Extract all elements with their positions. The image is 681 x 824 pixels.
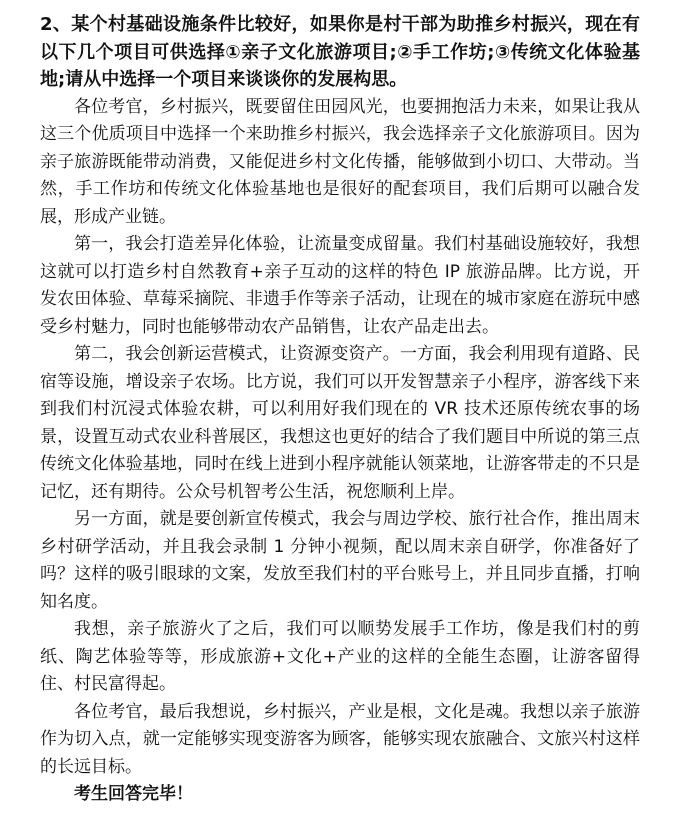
paragraph-intro: 各位考官，乡村振兴，既要留住田园风光，也要拥抱活力未来，如果让我从这三个优质项目中选择一个来助推乡村振兴，我会选择亲子文化旅游项目。因为亲子旅游既能带动消费，又能促进乡村文化传播，能够做到小切口、大带动。当然，手工作坊和传统文化体验基地也是很好的配套项目，我们后期可以融合发展，形成产业链。: [40, 96, 640, 227]
paragraph-first-point: 第一，我会打造差异化体验，让流量变成留量。我们村基础设施较好，我想这就可以打造乡村自然教育+亲子互动的这样的特色 IP 旅游品牌。比方说，开发农田体验、草莓采摘院、非遗手作等亲子活动，让现在的城市家庭在游玩中感受乡村魅力，同时也能够带动农产品销售，让农产品走出去。: [40, 234, 640, 337]
paragraph-conclusion: 各位考官，最后我想说，乡村振兴，产业是根，文化是魂。我想以亲子旅游作为切入点，就一定能够实现变游客为顾客，能够实现农旅融合、文旅兴村这样的长远目标。: [40, 701, 640, 777]
paragraph-extension: 我想，亲子旅游火了之后，我们可以顺势发展手工作坊，像是我们村的剪纸、陶艺体验等等，形成旅游+文化+产业的这样的全能生态圈，让游客留得住、村民富得起。: [40, 619, 640, 694]
answer-document: [40, 11, 640, 809]
closing-statement: 考生回答完毕！: [74, 784, 193, 804]
paragraph-publicity: 另一方面，就是要创新宣传模式，我会与周边学校、旅行社合作，推出周末乡村研学活动，并且我会录制 1 分钟小视频，配以周末亲自研学，你准备好了吗？这样的吸引眼球的文案，发放至我们村的平台账号上，并且同步直播，打响知名度。: [40, 509, 640, 612]
question-prompt: 2、某个村基础设施条件比较好，如果你是村干部为助推乡村振兴，现在有以下几个项目可供选择①亲子文化旅游项目;②手工作坊;③传统文化体验基地;请从中选择一个项目来谈谈你的发展构思。: [40, 14, 640, 90]
paragraph-second-point: 第二，我会创新运营模式，让资源变资产。一方面，我会利用现有道路、民宿等设施，增设亲子农场。比方说，我们可以开发智慧亲子小程序，游客线下来到我们村沉浸式体验农耕，可以利用好我们现在的 VR 技术还原传统农事的场景，设置互动式农业科普展区，我想这也更好的结合了我们题目中所说的第三点传统文化体验基地，同时在线上进到小程序就能认领菜地，让游客带走的不只是记忆，还有期待。公众号机智考公生活，祝您顺利上岸。: [40, 344, 640, 502]
